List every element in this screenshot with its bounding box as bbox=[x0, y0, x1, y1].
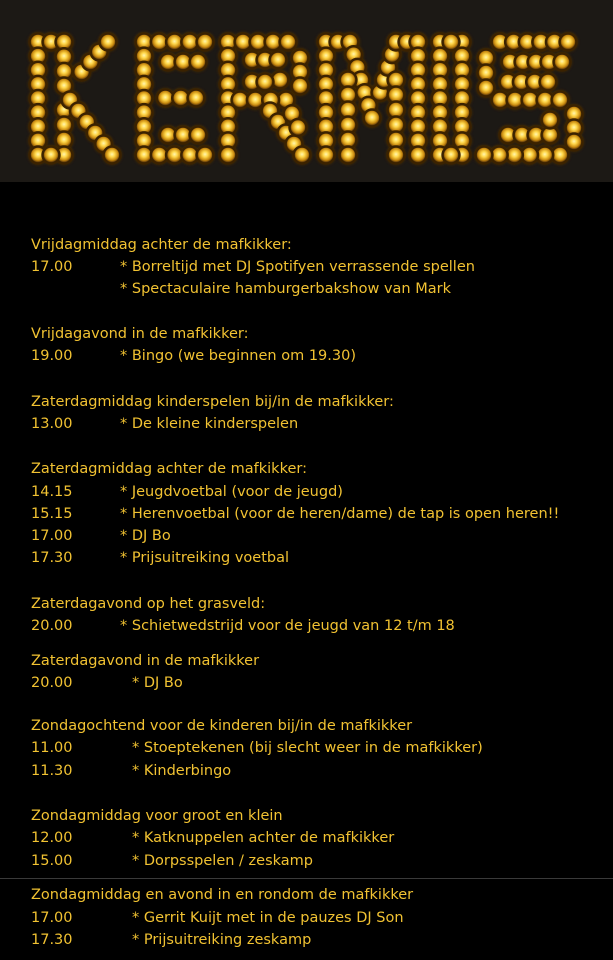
light-bulb bbox=[273, 73, 287, 87]
light-bulb bbox=[233, 93, 247, 107]
event-description: * Spectaculaire hamburgerbakshow van Mark bbox=[120, 281, 451, 297]
light-bulb bbox=[251, 35, 265, 49]
light-bulb bbox=[523, 93, 537, 107]
section-title: Vrijdagavond in de mafkikker: bbox=[31, 326, 249, 342]
event-time: 17.00 bbox=[31, 910, 73, 926]
light-bulb bbox=[541, 75, 555, 89]
light-bulb bbox=[389, 133, 403, 147]
light-bulb bbox=[389, 118, 403, 132]
light-bulb bbox=[158, 91, 172, 105]
light-bulb bbox=[152, 148, 166, 162]
light-bulb bbox=[281, 35, 295, 49]
event-time: 20.00 bbox=[31, 618, 73, 634]
light-bulb bbox=[173, 91, 187, 105]
light-bulb bbox=[161, 55, 175, 69]
light-bulb bbox=[341, 133, 355, 147]
program-schedule bbox=[0, 182, 613, 960]
light-bulb bbox=[538, 148, 552, 162]
event-description: * Gerrit Kuijt met in de pauzes DJ Son bbox=[132, 910, 404, 926]
light-bulb bbox=[295, 148, 309, 162]
light-bulb bbox=[538, 93, 552, 107]
light-bulb bbox=[477, 148, 491, 162]
event-time: 17.30 bbox=[31, 932, 73, 948]
light-bulb bbox=[191, 55, 205, 69]
light-bulb bbox=[341, 73, 355, 87]
light-bulb bbox=[176, 128, 190, 142]
light-bulb bbox=[553, 93, 567, 107]
event-time: 11.30 bbox=[31, 763, 73, 779]
light-bulb bbox=[221, 148, 235, 162]
event-description: * Borreltijd met DJ Spotifyen verrassende spellen bbox=[120, 259, 475, 275]
light-bulb bbox=[411, 148, 425, 162]
event-description: * De kleine kinderspelen bbox=[120, 416, 299, 432]
section-title: Zaterdagmiddag kinderspelen bij/in de mafkikker: bbox=[31, 394, 394, 410]
light-bulb bbox=[293, 79, 307, 93]
light-bulb bbox=[493, 93, 507, 107]
event-description: * Jeugdvoetbal (voor de jeugd) bbox=[120, 484, 343, 500]
light-bulb bbox=[341, 88, 355, 102]
light-bulb bbox=[167, 148, 181, 162]
light-bulb bbox=[183, 148, 197, 162]
event-description: * Prijsuitreiking voetbal bbox=[120, 550, 290, 566]
light-bulb bbox=[271, 53, 285, 67]
light-bulb bbox=[319, 148, 333, 162]
light-bulb bbox=[508, 93, 522, 107]
light-bulb bbox=[105, 148, 119, 162]
event-time: 15.15 bbox=[31, 506, 73, 522]
light-bulb bbox=[198, 148, 212, 162]
light-bulb bbox=[44, 148, 58, 162]
section-title: Zondagmiddag voor groot en klein bbox=[31, 808, 283, 824]
light-bulb bbox=[101, 35, 115, 49]
section-title: Zondagochtend voor de kinderen bij/in de mafkikker bbox=[31, 718, 413, 734]
kermis-sign-bulbs bbox=[0, 0, 613, 182]
section-title: Zaterdagavond in de mafkikker bbox=[31, 653, 260, 669]
light-bulb bbox=[567, 135, 581, 149]
event-time: 12.00 bbox=[31, 830, 73, 846]
light-bulb bbox=[57, 118, 71, 132]
section-title: Zaterdagavond op het grasveld: bbox=[31, 596, 266, 612]
light-bulb bbox=[198, 35, 212, 49]
light-bulb bbox=[389, 88, 403, 102]
event-description: * Katknuppelen achter de mafkikker bbox=[132, 830, 395, 846]
event-description: * Herenvoetbal (voor de heren/dame) de tap is open heren!! bbox=[120, 506, 560, 522]
section-title: Vrijdagmiddag achter de mafkikker: bbox=[31, 237, 292, 253]
event-time: 20.00 bbox=[31, 675, 73, 691]
light-bulb bbox=[189, 91, 203, 105]
light-bulb bbox=[479, 66, 493, 80]
light-bulb bbox=[479, 51, 493, 65]
kermis-sign bbox=[0, 0, 613, 182]
light-bulb bbox=[341, 148, 355, 162]
event-time: 15.00 bbox=[31, 853, 73, 869]
light-bulb bbox=[167, 35, 181, 49]
event-time: 17.00 bbox=[31, 259, 73, 275]
section-title: Zondagmiddag en avond in en rondom de mafkikker bbox=[31, 887, 414, 903]
event-description: * DJ Bo bbox=[120, 528, 171, 544]
light-bulb bbox=[161, 128, 175, 142]
event-time: 13.00 bbox=[31, 416, 73, 432]
light-bulb bbox=[266, 35, 280, 49]
light-bulb bbox=[553, 148, 567, 162]
light-bulb bbox=[176, 55, 190, 69]
event-description: * Bingo (we beginnen om 19.30) bbox=[120, 348, 356, 364]
event-time: 14.15 bbox=[31, 484, 73, 500]
light-bulb bbox=[152, 35, 166, 49]
light-bulb bbox=[236, 35, 250, 49]
light-bulb bbox=[507, 148, 521, 162]
event-description: * Kinderbingo bbox=[132, 763, 232, 779]
light-bulb bbox=[248, 93, 262, 107]
section-title: Zaterdagmiddag achter de mafkikker: bbox=[31, 461, 307, 477]
event-description: * Dorpsspelen / zeskamp bbox=[132, 853, 313, 869]
light-bulb bbox=[341, 118, 355, 132]
event-time: 19.00 bbox=[31, 348, 73, 364]
light-bulb bbox=[389, 103, 403, 117]
light-bulb bbox=[137, 148, 151, 162]
light-bulb bbox=[341, 103, 355, 117]
light-bulb bbox=[183, 35, 197, 49]
light-bulb bbox=[543, 113, 557, 127]
light-bulb bbox=[365, 111, 379, 125]
light-bulb bbox=[258, 75, 272, 89]
event-description: * Stoeptekenen (bij slecht weer in de mafkikker) bbox=[132, 740, 483, 756]
light-bulb bbox=[444, 35, 458, 49]
event-description: * DJ Bo bbox=[132, 675, 183, 691]
section-divider bbox=[0, 878, 613, 879]
light-bulb bbox=[57, 133, 71, 147]
light-bulb bbox=[522, 148, 536, 162]
light-bulb bbox=[389, 148, 403, 162]
light-bulb bbox=[389, 73, 403, 87]
light-bulb bbox=[191, 128, 205, 142]
event-description: * Schietwedstrijd voor de jeugd van 12 t/m 18 bbox=[120, 618, 455, 634]
event-time: 17.00 bbox=[31, 528, 73, 544]
event-description: * Prijsuitreiking zeskamp bbox=[132, 932, 312, 948]
light-bulb bbox=[444, 148, 458, 162]
event-time: 11.00 bbox=[31, 740, 73, 756]
light-bulb bbox=[561, 35, 575, 49]
light-bulb bbox=[492, 148, 506, 162]
light-bulb bbox=[479, 81, 493, 95]
light-bulb bbox=[291, 120, 305, 134]
light-bulb bbox=[543, 128, 557, 142]
event-time: 17.30 bbox=[31, 550, 73, 566]
light-bulb bbox=[555, 55, 569, 69]
